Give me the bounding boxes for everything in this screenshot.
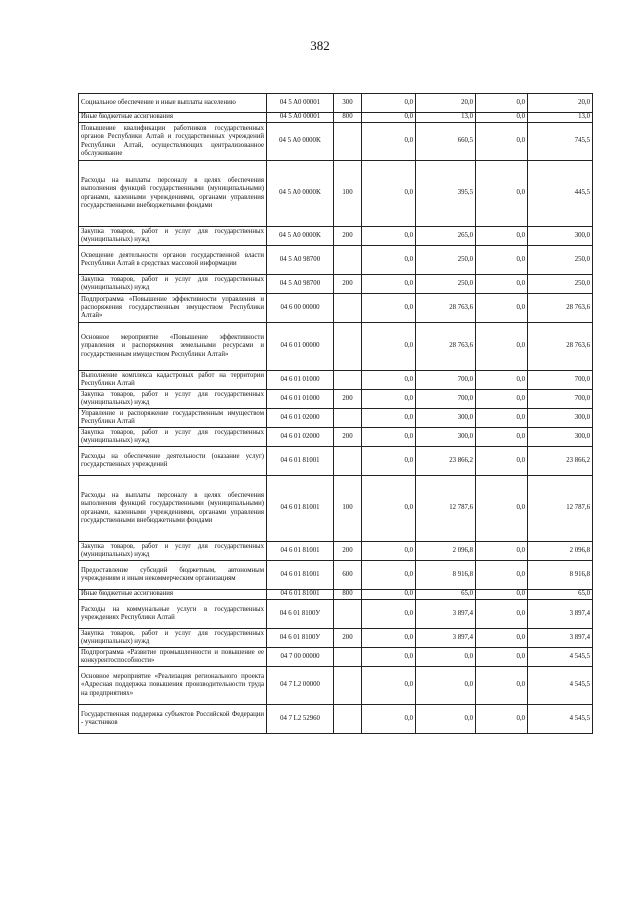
row-value-4-cell: 3 897,4 [528, 600, 593, 629]
row-value-2-cell: 0,0 [416, 648, 476, 667]
row-value-4-cell: 300,0 [528, 428, 593, 447]
row-code-cell: 04 6 01 81001 [267, 590, 334, 600]
row-value-1-cell: 0,0 [362, 561, 416, 590]
row-name-cell: Закупка товаров, работ и услуг для государственных (муниципальных) нужд [79, 542, 267, 561]
row-value-1-cell: 0,0 [362, 667, 416, 705]
table-row [79, 705, 593, 734]
row-value-3-cell: 0,0 [476, 600, 528, 629]
row-value-1-cell: 0,0 [362, 476, 416, 542]
row-value-2-cell: 0,0 [416, 667, 476, 705]
row-value-1-cell: 0,0 [362, 275, 416, 294]
table-row [79, 590, 593, 600]
row-code-cell: 04 6 01 81001 [267, 476, 334, 542]
row-value-3-cell: 0,0 [476, 371, 528, 390]
row-name-cell: Основное мероприятие «Реализация регионального проекта «Адресная поддержка повышения производительности труда на предприятиях» [79, 667, 267, 705]
row-value-3-cell: 0,0 [476, 542, 528, 561]
row-expense-type-cell: 200 [334, 390, 362, 409]
table-row [79, 629, 593, 648]
row-value-3-cell: 0,0 [476, 561, 528, 590]
budget-table-body [79, 94, 593, 734]
row-expense-type-cell: 200 [334, 542, 362, 561]
row-value-2-cell: 8 916,8 [416, 561, 476, 590]
row-name-cell: Закупка товаров, работ и услуг для государственных (муниципальных) нужд [79, 629, 267, 648]
row-code-cell: 04 5 A0 98700 [267, 275, 334, 294]
row-name-cell: Закупка товаров, работ и услуг для государственных (муниципальных) нужд [79, 428, 267, 447]
row-value-1-cell: 0,0 [362, 294, 416, 323]
row-value-3-cell: 0,0 [476, 667, 528, 705]
row-name-cell: Основное мероприятие «Повышение эффективности управления и распоряжения земельными ресурсами и государственным имуществом Республики Алтай» [79, 323, 267, 371]
row-value-2-cell: 20,0 [416, 94, 476, 113]
row-value-4-cell: 250,0 [528, 246, 593, 275]
row-name-cell: Расходы на выплаты персоналу в целях обеспечения выполнения функций государственными (муниципальными) органами, казенными учреждениями, органами управления государственными внебюджетными фондами [79, 161, 267, 227]
row-value-2-cell: 0,0 [416, 705, 476, 734]
table-row [79, 600, 593, 629]
row-expense-type-cell: 800 [334, 590, 362, 600]
table-row [79, 294, 593, 323]
row-value-2-cell: 3 897,4 [416, 629, 476, 648]
row-code-cell: 04 6 01 02000 [267, 409, 334, 428]
row-value-1-cell: 0,0 [362, 161, 416, 227]
row-value-4-cell: 65,0 [528, 590, 593, 600]
table-row [79, 476, 593, 542]
row-value-2-cell: 23 866,2 [416, 447, 476, 476]
row-value-4-cell: 250,0 [528, 275, 593, 294]
row-expense-type-cell [334, 447, 362, 476]
row-value-3-cell: 0,0 [476, 94, 528, 113]
row-value-3-cell: 0,0 [476, 294, 528, 323]
row-name-cell: Закупка товаров, работ и услуг для государственных (муниципальных) нужд [79, 390, 267, 409]
row-value-4-cell: 3 897,4 [528, 629, 593, 648]
row-code-cell: 04 6 01 00000 [267, 323, 334, 371]
row-value-4-cell: 28 763,6 [528, 323, 593, 371]
row-value-1-cell: 0,0 [362, 323, 416, 371]
row-value-4-cell: 745,5 [528, 123, 593, 161]
row-code-cell: 04 6 01 81001 [267, 447, 334, 476]
row-value-1-cell: 0,0 [362, 428, 416, 447]
row-name-cell: Выполнение комплекса кадастровых работ на территории Республики Алтай [79, 371, 267, 390]
row-value-4-cell: 20,0 [528, 94, 593, 113]
row-value-2-cell: 660,5 [416, 123, 476, 161]
row-value-1-cell: 0,0 [362, 113, 416, 123]
row-value-1-cell: 0,0 [362, 227, 416, 246]
budget-table [78, 93, 593, 734]
row-value-4-cell: 4 545,5 [528, 705, 593, 734]
row-code-cell: 04 5 A0 0000K [267, 161, 334, 227]
row-value-3-cell: 0,0 [476, 227, 528, 246]
row-value-2-cell: 28 763,6 [416, 323, 476, 371]
row-value-3-cell: 0,0 [476, 447, 528, 476]
row-value-3-cell: 0,0 [476, 123, 528, 161]
row-value-4-cell: 28 763,6 [528, 294, 593, 323]
row-value-1-cell: 0,0 [362, 246, 416, 275]
row-name-cell: Социальное обеспечение и иные выплаты населению [79, 94, 267, 113]
row-value-1-cell: 0,0 [362, 629, 416, 648]
row-code-cell: 04 5 A0 00001 [267, 113, 334, 123]
row-value-4-cell: 8 916,8 [528, 561, 593, 590]
row-value-4-cell: 300,0 [528, 409, 593, 428]
row-code-cell: 04 5 A0 0000K [267, 227, 334, 246]
table-row [79, 428, 593, 447]
row-name-cell: Подпрограмма «Развитие промышленности и повышение ее конкурентоспособности» [79, 648, 267, 667]
table-row [79, 447, 593, 476]
row-value-2-cell: 2 096,8 [416, 542, 476, 561]
row-value-1-cell: 0,0 [362, 600, 416, 629]
row-name-cell: Закупка товаров, работ и услуг для государственных (муниципальных) нужд [79, 227, 267, 246]
row-code-cell: 04 7 00 00000 [267, 648, 334, 667]
table-row [79, 648, 593, 667]
row-expense-type-cell [334, 705, 362, 734]
row-value-1-cell: 0,0 [362, 590, 416, 600]
row-value-3-cell: 0,0 [476, 113, 528, 123]
row-name-cell: Расходы на коммунальные услуги в государственных учреждениях Республики Алтай [79, 600, 267, 629]
row-value-4-cell: 700,0 [528, 390, 593, 409]
row-value-2-cell: 12 787,6 [416, 476, 476, 542]
row-value-3-cell: 0,0 [476, 476, 528, 542]
table-row [79, 161, 593, 227]
row-value-3-cell: 0,0 [476, 648, 528, 667]
row-expense-type-cell: 300 [334, 94, 362, 113]
row-value-2-cell: 700,0 [416, 390, 476, 409]
row-name-cell: Предоставление субсидий бюджетным, автономным учреждениям и иным некоммерческим организациям [79, 561, 267, 590]
row-expense-type-cell: 200 [334, 629, 362, 648]
row-name-cell: Иные бюджетные ассигнования [79, 113, 267, 123]
row-expense-type-cell [334, 371, 362, 390]
row-code-cell: 04 6 01 01000 [267, 390, 334, 409]
row-expense-type-cell [334, 600, 362, 629]
row-value-4-cell: 300,0 [528, 227, 593, 246]
row-expense-type-cell [334, 246, 362, 275]
row-expense-type-cell [334, 648, 362, 667]
row-name-cell: Расходы на выплаты персоналу в целях обеспечения выполнения функций государственными (муниципальными) органами, казенными учреждениями, органами управления государственными внебюджетными фондами [79, 476, 267, 542]
row-value-3-cell: 0,0 [476, 390, 528, 409]
row-value-2-cell: 700,0 [416, 371, 476, 390]
table-row [79, 390, 593, 409]
row-name-cell: Подпрограмма «Повышение эффективности управления и распоряжения государственным имуществом Республики Алтай» [79, 294, 267, 323]
row-expense-type-cell [334, 667, 362, 705]
row-expense-type-cell: 800 [334, 113, 362, 123]
row-value-2-cell: 28 763,6 [416, 294, 476, 323]
row-value-3-cell: 0,0 [476, 275, 528, 294]
row-value-4-cell: 4 545,5 [528, 648, 593, 667]
row-value-4-cell: 13,0 [528, 113, 593, 123]
table-row [79, 561, 593, 590]
row-value-2-cell: 250,0 [416, 246, 476, 275]
row-value-3-cell: 0,0 [476, 161, 528, 227]
table-row [79, 113, 593, 123]
row-value-3-cell: 0,0 [476, 409, 528, 428]
table-row [79, 409, 593, 428]
row-code-cell: 04 7 L2 52960 [267, 705, 334, 734]
row-name-cell: Государственная поддержка субъектов Российской Федерации - участников [79, 705, 267, 734]
row-expense-type-cell [334, 323, 362, 371]
table-row [79, 323, 593, 371]
row-name-cell: Расходы на обеспечение деятельности (оказание услуг) государственных учреждений [79, 447, 267, 476]
row-value-4-cell: 4 545,5 [528, 667, 593, 705]
row-value-2-cell: 300,0 [416, 428, 476, 447]
table-row [79, 94, 593, 113]
row-expense-type-cell: 600 [334, 561, 362, 590]
row-name-cell: Освещение деятельности органов государственной власти Республики Алтай в средствах массовой информации [79, 246, 267, 275]
row-name-cell: Иные бюджетные ассигнования [79, 590, 267, 600]
page-number: 382 [310, 38, 330, 53]
row-value-1-cell: 0,0 [362, 371, 416, 390]
row-value-1-cell: 0,0 [362, 94, 416, 113]
table-row [79, 246, 593, 275]
row-expense-type-cell [334, 294, 362, 323]
row-value-1-cell: 0,0 [362, 447, 416, 476]
row-code-cell: 04 5 A0 0000K [267, 123, 334, 161]
row-code-cell: 04 7 L2 00000 [267, 667, 334, 705]
row-code-cell: 04 6 01 81001 [267, 542, 334, 561]
table-row [79, 123, 593, 161]
row-value-2-cell: 250,0 [416, 275, 476, 294]
row-code-cell: 04 6 01 8100У [267, 629, 334, 648]
row-value-1-cell: 0,0 [362, 648, 416, 667]
row-name-cell: Повышение квалификации работников государственных органов Республики Алтай и государственных учреждений Республики Алтай, осуществляющих централизованное обслуживание [79, 123, 267, 161]
row-name-cell: Закупка товаров, работ и услуг для государственных (муниципальных) нужд [79, 275, 267, 294]
table-row [79, 667, 593, 705]
table-row [79, 542, 593, 561]
row-expense-type-cell: 200 [334, 227, 362, 246]
row-value-2-cell: 3 897,4 [416, 600, 476, 629]
row-expense-type-cell [334, 123, 362, 161]
row-value-3-cell: 0,0 [476, 428, 528, 447]
row-code-cell: 04 6 00 00000 [267, 294, 334, 323]
table-row [79, 227, 593, 246]
row-value-1-cell: 0,0 [362, 705, 416, 734]
row-code-cell: 04 6 01 01000 [267, 371, 334, 390]
row-value-2-cell: 300,0 [416, 409, 476, 428]
row-value-1-cell: 0,0 [362, 123, 416, 161]
row-value-1-cell: 0,0 [362, 390, 416, 409]
row-value-3-cell: 0,0 [476, 323, 528, 371]
row-value-3-cell: 0,0 [476, 705, 528, 734]
table-row [79, 275, 593, 294]
row-expense-type-cell: 200 [334, 275, 362, 294]
row-value-3-cell: 0,0 [476, 629, 528, 648]
table-row [79, 371, 593, 390]
row-value-3-cell: 0,0 [476, 246, 528, 275]
row-code-cell: 04 6 01 02000 [267, 428, 334, 447]
row-value-4-cell: 12 787,6 [528, 476, 593, 542]
row-code-cell: 04 5 A0 00001 [267, 94, 334, 113]
row-value-1-cell: 0,0 [362, 409, 416, 428]
row-value-4-cell: 2 096,8 [528, 542, 593, 561]
row-name-cell: Управление и распоряжение государственным имуществом Республики Алтай [79, 409, 267, 428]
row-expense-type-cell: 200 [334, 428, 362, 447]
row-value-4-cell: 23 866,2 [528, 447, 593, 476]
row-value-2-cell: 395,5 [416, 161, 476, 227]
row-value-3-cell: 0,0 [476, 590, 528, 600]
row-value-1-cell: 0,0 [362, 542, 416, 561]
row-expense-type-cell [334, 409, 362, 428]
row-code-cell: 04 5 A0 98700 [267, 246, 334, 275]
row-expense-type-cell: 100 [334, 476, 362, 542]
row-expense-type-cell: 100 [334, 161, 362, 227]
row-value-4-cell: 445,5 [528, 161, 593, 227]
row-value-2-cell: 65,0 [416, 590, 476, 600]
row-code-cell: 04 6 01 81001 [267, 561, 334, 590]
row-value-4-cell: 700,0 [528, 371, 593, 390]
row-value-2-cell: 13,0 [416, 113, 476, 123]
row-code-cell: 04 6 01 8100У [267, 600, 334, 629]
row-value-2-cell: 265,0 [416, 227, 476, 246]
